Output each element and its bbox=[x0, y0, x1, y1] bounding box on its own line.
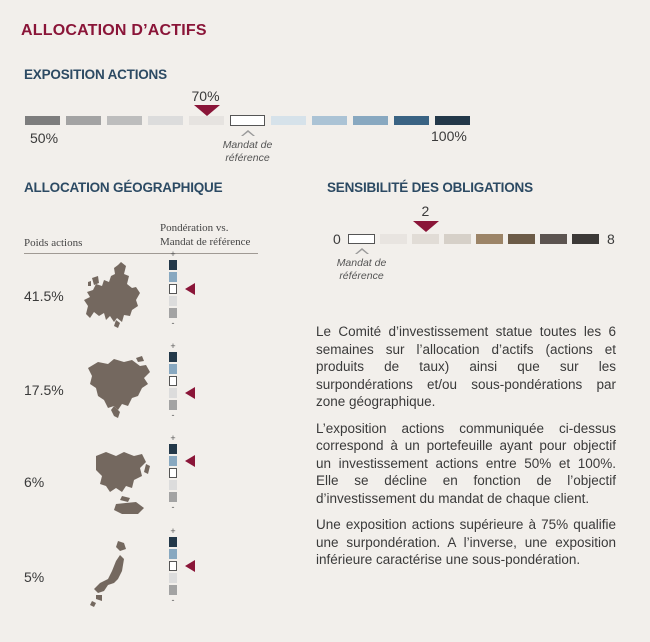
bonds-current-label: 2 bbox=[421, 203, 430, 219]
scale-box bbox=[169, 468, 177, 478]
equity-scale-segment bbox=[353, 116, 388, 125]
scale-box bbox=[169, 284, 177, 294]
bonds-reference-label-2: référence bbox=[339, 270, 384, 282]
geo-row-north-america bbox=[0, 341, 300, 430]
north-america-map-icon bbox=[84, 356, 154, 422]
bonds-scale-segment bbox=[476, 234, 503, 244]
equity-scale-segment bbox=[66, 116, 101, 125]
bonds-reference-label-1: Mandat de bbox=[336, 257, 387, 269]
scale-plus-label: + bbox=[170, 249, 176, 259]
geo-col-ponderation-line2: Mandat de référence bbox=[160, 236, 251, 248]
page-title: ALLOCATION D’ACTIFS bbox=[21, 22, 207, 39]
commentary-paragraph-3: Une exposition actions supérieure à 75% qualifie une surpondération. A l’inverse, une exposition inférieure caractérise une sous-pondération. bbox=[316, 517, 616, 567]
scale-box bbox=[169, 444, 177, 454]
geo-row-japan bbox=[0, 526, 300, 615]
equity-min-label: 50% bbox=[30, 130, 59, 146]
geo-weight-scale bbox=[168, 433, 198, 522]
geo-col-ponderation-line1: Pondération vs. bbox=[160, 222, 229, 234]
bonds-current-marker bbox=[413, 221, 439, 232]
equity-scale-segment bbox=[271, 116, 306, 125]
equity-current-label: 70% bbox=[191, 88, 220, 104]
equity-current-marker bbox=[194, 105, 220, 116]
scale-box bbox=[169, 585, 177, 595]
scale-box bbox=[169, 352, 177, 362]
bonds-min-label: 0 bbox=[333, 231, 341, 247]
scale-box bbox=[169, 480, 177, 490]
scale-box bbox=[169, 537, 177, 547]
equity-reference-indicator bbox=[208, 130, 288, 165]
equity-scale-segment bbox=[435, 116, 470, 125]
equity-section-title: EXPOSITION ACTIONS bbox=[24, 67, 167, 82]
scale-box bbox=[169, 549, 177, 559]
weight-marker-icon bbox=[185, 387, 195, 399]
geo-col-ponderation-header bbox=[160, 221, 250, 249]
geo-weight-scale bbox=[168, 526, 198, 615]
asia-map-icon bbox=[92, 448, 154, 516]
equity-max-label: 100% bbox=[431, 128, 467, 144]
scale-box bbox=[169, 456, 177, 466]
equity-scale-segment bbox=[148, 116, 183, 125]
equity-scale-segment bbox=[394, 116, 429, 125]
commentary-paragraph-2: L’exposition actions communiquée ci-dessus correspond à un portefeuille ayant pour objectif un investissement actions entre 50% et 100%. Elle se décline en fonction de l’objectif d’investissement du mandat de chaque client. bbox=[316, 420, 616, 506]
geo-header-divider bbox=[24, 253, 258, 254]
bonds-scale-segment bbox=[540, 234, 567, 244]
geo-row-pct: 17.5% bbox=[24, 382, 64, 398]
scale-box bbox=[169, 364, 177, 374]
japan-map-icon bbox=[90, 539, 134, 609]
scale-box bbox=[169, 272, 177, 282]
europe-map-icon bbox=[80, 260, 142, 330]
equity-reference-label-1: Mandat de bbox=[222, 139, 273, 151]
scale-plus-label: + bbox=[170, 341, 176, 351]
geo-col-weight-header: Poids actions bbox=[24, 237, 83, 249]
scale-box bbox=[169, 376, 177, 386]
geo-row-europe bbox=[0, 249, 300, 338]
geo-row-pct: 5% bbox=[24, 569, 45, 585]
scale-plus-label: + bbox=[170, 526, 176, 536]
bonds-scale-segment bbox=[572, 234, 599, 244]
scale-box bbox=[169, 260, 177, 270]
equity-reference-label-2: référence bbox=[225, 152, 270, 164]
bonds-scale-segment bbox=[348, 234, 375, 244]
weight-marker-icon bbox=[185, 283, 195, 295]
equity-scale-segment bbox=[312, 116, 347, 125]
scale-minus-label: - bbox=[171, 595, 175, 605]
scale-box bbox=[169, 296, 177, 306]
geo-row-asia bbox=[0, 433, 300, 522]
scale-box bbox=[169, 573, 177, 583]
scale-box bbox=[169, 561, 177, 571]
commentary bbox=[316, 323, 616, 569]
geo-weight-scale bbox=[168, 249, 198, 338]
equity-scale-segment bbox=[189, 116, 224, 125]
geo-row-pct: 6% bbox=[24, 474, 45, 490]
bonds-scale-segment bbox=[412, 234, 439, 244]
scale-box bbox=[169, 308, 177, 318]
scale-minus-label: - bbox=[171, 318, 175, 328]
geo-section-title: ALLOCATION GÉOGRAPHIQUE bbox=[24, 180, 223, 195]
scale-minus-label: - bbox=[171, 502, 175, 512]
weight-marker-icon bbox=[185, 560, 195, 572]
equity-scale-segment bbox=[107, 116, 142, 125]
equity-scale bbox=[25, 116, 470, 125]
bonds-scale-segment bbox=[444, 234, 471, 244]
equity-scale-segment bbox=[230, 115, 265, 126]
scale-box bbox=[169, 400, 177, 410]
bonds-scale-segment bbox=[508, 234, 535, 244]
scale-minus-label: - bbox=[171, 410, 175, 420]
bonds-scale-segment bbox=[380, 234, 407, 244]
bonds-reference-indicator bbox=[327, 248, 397, 283]
bonds-scale bbox=[348, 234, 600, 244]
geo-weight-scale bbox=[168, 341, 198, 430]
equity-scale-segment bbox=[25, 116, 60, 125]
commentary-paragraph-1: Le Comité d’investissement statue toutes les 6 semaines sur l’allocation d’actifs (actions et produits de taux) ainsi que sur les surpondérations et/ou sous-pondérations par zone géographique. bbox=[316, 324, 616, 409]
scale-plus-label: + bbox=[170, 433, 176, 443]
scale-box bbox=[169, 492, 177, 502]
geo-row-pct: 41.5% bbox=[24, 288, 64, 304]
bonds-section-title: SENSIBILITÉ DES OBLIGATIONS bbox=[327, 180, 533, 195]
bonds-max-label: 8 bbox=[607, 231, 615, 247]
weight-marker-icon bbox=[185, 455, 195, 467]
scale-box bbox=[169, 388, 177, 398]
